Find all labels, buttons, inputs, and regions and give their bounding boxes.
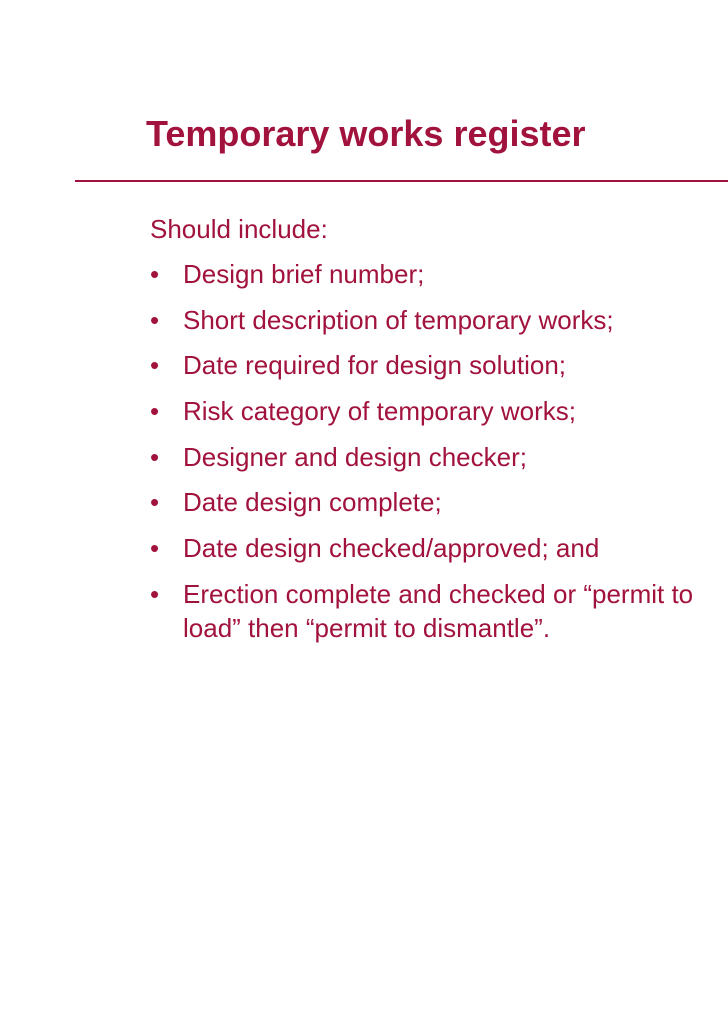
- list-item: [150, 348, 693, 382]
- bullet-text: Risk category of temporary works;: [183, 396, 577, 427]
- list-item: [150, 577, 693, 645]
- list-item: [150, 440, 693, 474]
- list-item: [150, 257, 693, 291]
- bullet-icon: •: [150, 533, 160, 564]
- bullet-icon: •: [150, 396, 160, 427]
- bullet-icon: •: [150, 578, 160, 609]
- list-item: [150, 394, 693, 428]
- bullet-text: Erection complete and checked or “permit to load” then “permit to dismantle”.: [183, 578, 694, 643]
- slide-title: Temporary works register: [146, 113, 586, 154]
- bullet-icon: •: [150, 259, 160, 289]
- bullet-text: Design brief number;: [183, 259, 425, 289]
- intro-text: Should include:: [150, 214, 328, 244]
- bullet-icon: •: [150, 441, 160, 472]
- bullet-text: Date design checked/approved; and: [183, 533, 600, 564]
- bullet-text: Date design complete;: [183, 487, 442, 518]
- list-item: [150, 303, 693, 337]
- list-item: [150, 531, 693, 565]
- bullet-text: Date required for design solution;: [183, 350, 567, 381]
- list-item: [150, 485, 693, 519]
- bullet-icon: •: [150, 487, 160, 518]
- bullet-text: Short description of temporary works;: [183, 304, 614, 335]
- bullet-icon: •: [150, 350, 160, 381]
- bullet-icon: •: [150, 304, 160, 335]
- bullet-list: [150, 257, 693, 645]
- title-divider: [75, 180, 728, 182]
- bullet-text: Designer and design checker;: [183, 441, 527, 472]
